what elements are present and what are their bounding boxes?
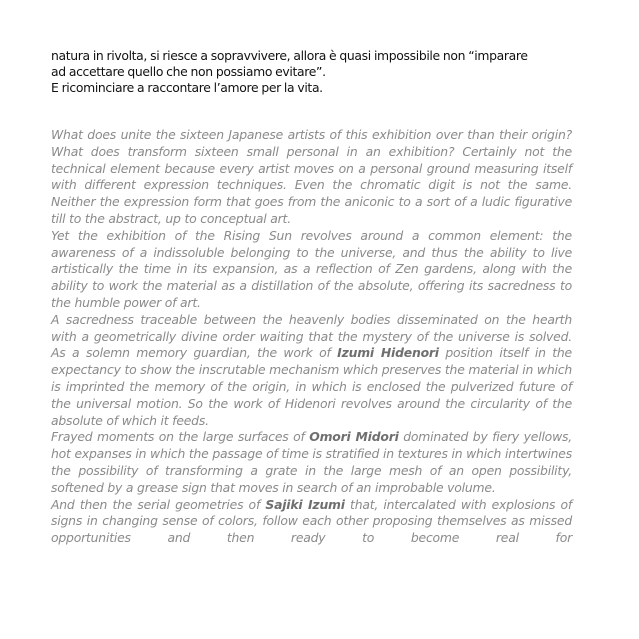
paragraph-text: that, intercalated with explosions of signs in changing sense of colors, follow each other proposing themselves as missed opportunities and then ready to become real for (51, 496, 573, 546)
paragraph-text: A sacredness traceable between the heavenly bodies disseminated on the hearth with a geometrically divine order waiting that the mystery of the universe is solved. As a solemn memory guardian, the work of (51, 311, 572, 361)
artist-name-izumi-hidenori: Izumi Hidenori (337, 345, 439, 361)
paragraph-text: position itself in the expectancy to show the inscrutable mechanism which preserves the material in which is imprinted the memory of the origin, in which is enclosed the pulverized future of the universal motion. So the work of Hidenori revolves around the circularity of the absolute of which it feeds. (51, 345, 572, 428)
paragraph-sajiki-izumi (51, 497, 572, 547)
artist-name-omori-midori: Omori Midori (309, 429, 399, 445)
paragraph-izumi-hidenori (51, 312, 572, 430)
paragraph-artists-intro: What does unite the sixteen Japanese artists of this exhibition over than their origin? What does transform sixteen small personal in an exhibition? Certainly not the technical element because every artist moves on a personal ground measuring itself with different expression techniques. Even the chromatic digit is not the same. Neither the expression form that goes from the aniconic to a sort of a ludic figurative till to the abstract, up to conceptual art. (51, 127, 572, 226)
italian-text-block (51, 48, 591, 96)
english-text-block (51, 127, 572, 547)
paragraph-rising-sun: Yet the exhibition of the Rising Sun revolves around a common element: the awareness of a indissoluble belonging to the universe, and thus the ability to live artistically the time in its expansion, as a reflection of Zen gardens, along with the ability to work the material as a distillation of the absolute, offering its sacredness to the humble power of art. (51, 227, 572, 310)
paragraph-text: dominated by fiery yellows, hot expanses in which the passage of time is stratified in textures in which intertwines the possibility of transforming a grate in the large mesh of an open possibility, softened by a grease sign that moves in search of an improbable volume. (51, 429, 572, 495)
italian-line: natura in rivolta, si riesce a sopravvivere, allora è quasi impossibile non “imparare (51, 48, 528, 63)
paragraph-text: And then the serial geometries of (51, 496, 266, 512)
italian-line: ad accettare quello che non possiamo evitare”. (51, 64, 326, 79)
italian-line: E ricominciare a raccontare l’amore per la vita. (51, 80, 323, 95)
paragraph-omori-midori (51, 429, 572, 496)
paragraph-text: Frayed moments on the large surfaces of (51, 429, 310, 445)
artist-name-sajiki-izumi: Sajiki Izumi (265, 496, 345, 512)
